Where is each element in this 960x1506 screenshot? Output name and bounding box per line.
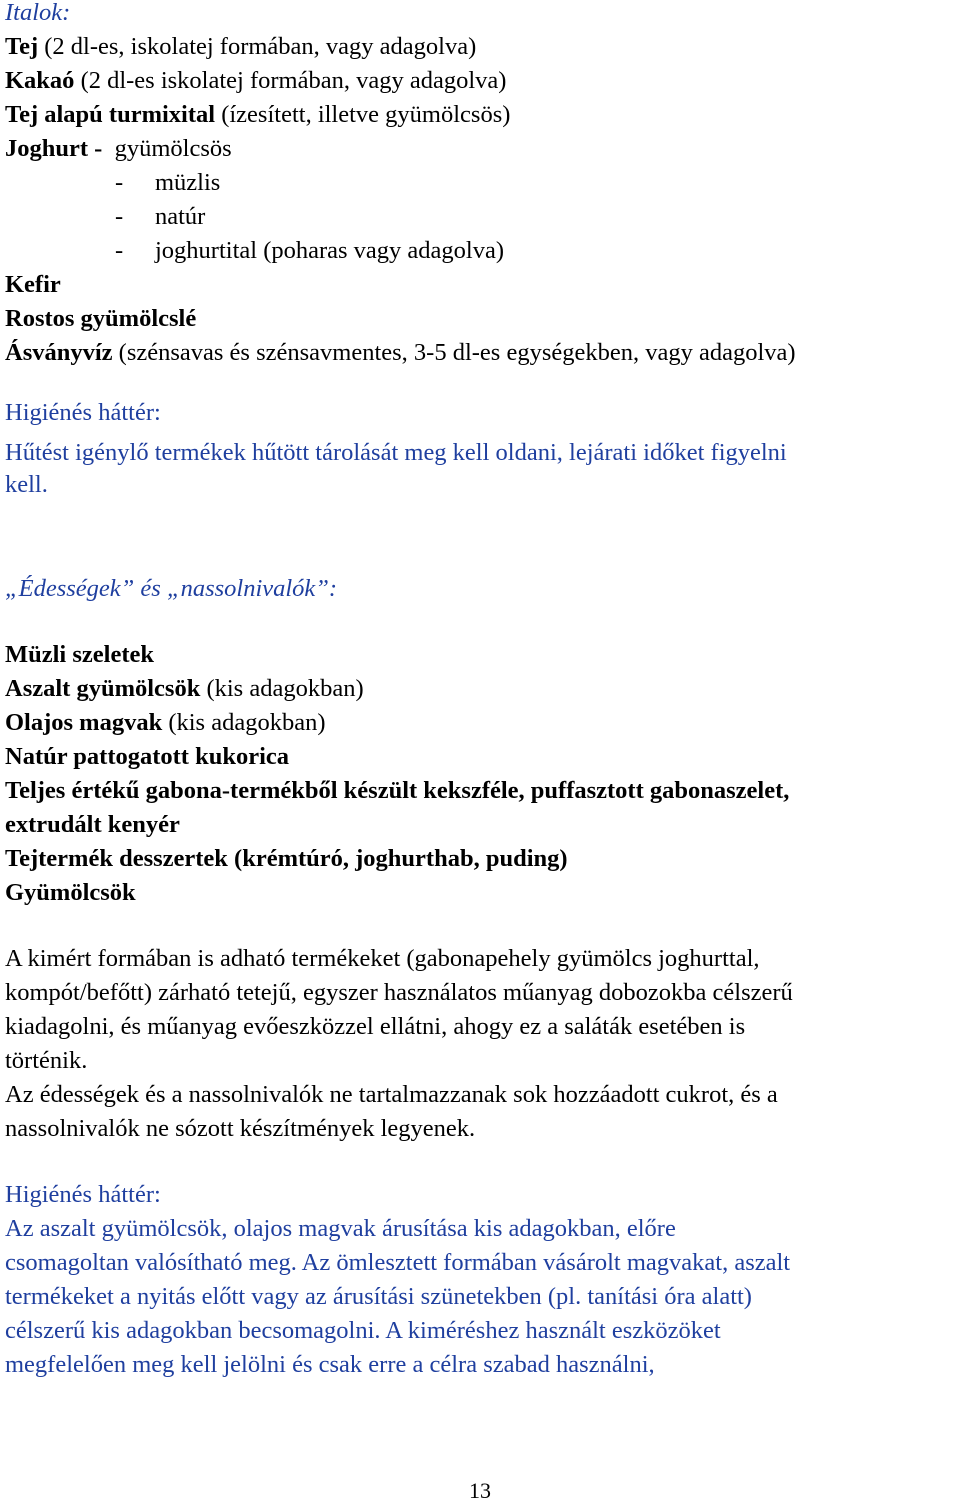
list-item: Rostos gyümölcslé	[5, 305, 197, 332]
paragraph-line: történik.	[5, 1047, 88, 1074]
joghurt-sub-item: - joghurtital (poharas vagy adagolva)	[115, 237, 505, 264]
hygiene-text: Hűtést igénylő termékek hűtött tárolását meg kell oldani, lejárati időket figyelni	[5, 439, 787, 466]
joghurt-sub-item: - müzlis	[115, 169, 221, 196]
list-item: Olajos magvak (kis adagokban)	[5, 709, 326, 736]
italok-heading: Italok:	[5, 0, 71, 26]
hygiene-text: megfelelően meg kell jelölni és csak erre a célra szabad használni,	[5, 1351, 655, 1378]
list-item: Tej alapú turmixital (ízesített, illetve gyümölcsös)	[5, 101, 511, 128]
list-item: Teljes értékű gabona-termékből készült kekszféle, puffasztott gabonaszelet,	[5, 777, 790, 804]
hygiene-heading: Higiénés háttér:	[5, 1181, 161, 1208]
list-item: Tej (2 dl-es, iskolatej formában, vagy adagolva)	[5, 33, 477, 60]
list-item: Tejtermék desszertek (krémtúró, joghurthab, puding)	[5, 845, 568, 872]
paragraph-line: kompót/befőtt) zárható tetejű, egyszer használatos műanyag dobozokba célszerű	[5, 979, 793, 1006]
sweets-heading: „Édességek” és „nassolnivalók”:	[5, 575, 338, 602]
paragraph-line: kiadagolni, és műanyag evőeszközzel ellátni, ahogy ez a saláták esetében is	[5, 1013, 746, 1040]
list-item: Müzli szeletek	[5, 641, 154, 668]
hygiene-text: termékeket a nyitás előtt vagy az árusítási szünetekben (pl. tanítási óra alatt)	[5, 1283, 752, 1310]
list-item: extrudált kenyér	[5, 811, 180, 838]
list-item: Kakaó (2 dl-es iskolatej formában, vagy adagolva)	[5, 67, 507, 94]
hygiene-text: csomagoltan valósítható meg. Az ömlesztett formában vásárolt magvakat, aszalt	[5, 1249, 791, 1276]
paragraph-line: nassolnivalók ne sózott készítmények legyenek.	[5, 1115, 476, 1142]
hygiene-text: Az aszalt gyümölcsök, olajos magvak árusítása kis adagokban, előre	[5, 1215, 676, 1242]
paragraph-line: Az édességek és a nassolnivalók ne tartalmazzanak sok hozzáadott cukrot, és a	[5, 1081, 778, 1108]
list-item: Aszalt gyümölcsök (kis adagokban)	[5, 675, 364, 702]
hygiene-text: kell.	[5, 471, 48, 498]
hygiene-text: célszerű kis adagokban becsomagolni. A kiméréshez használt eszközöket	[5, 1317, 721, 1344]
list-item: Gyümölcsök	[5, 879, 136, 906]
joghurt-item: Joghurt - gyümölcsös	[5, 135, 232, 162]
list-item: Kefir	[5, 271, 61, 298]
page-number: 13	[469, 1478, 491, 1503]
hygiene-heading: Higiénés háttér:	[5, 399, 161, 426]
list-item: Natúr pattogatott kukorica	[5, 743, 290, 770]
list-item: Ásványvíz (szénsavas és szénsavmentes, 3-5 dl-es egységekben, vagy adagolva)	[5, 339, 796, 366]
joghurt-sub-item: - natúr	[115, 203, 206, 230]
paragraph-line: A kimért formában is adható termékeket (gabonapehely gyümölcs joghurttal,	[5, 945, 760, 972]
